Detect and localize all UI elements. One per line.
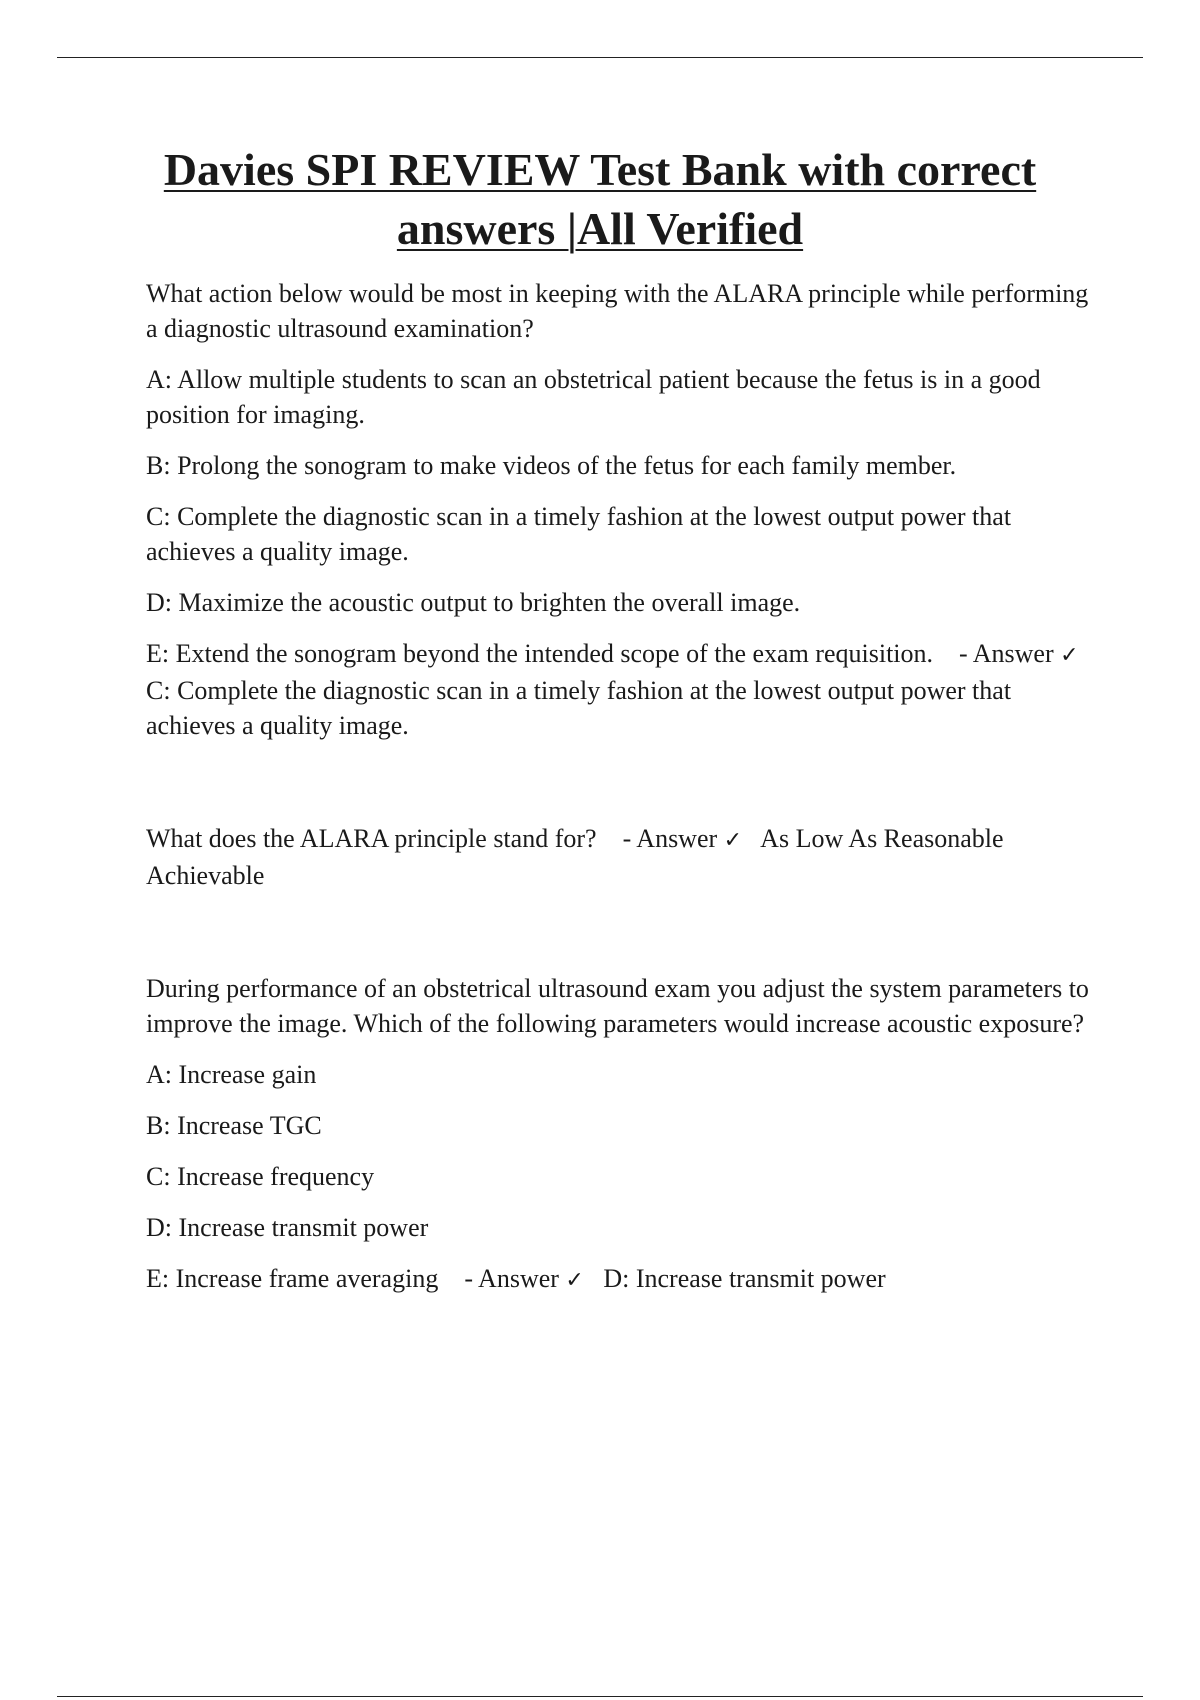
question-3-option-e: E: Increase frame averaging [146,1264,439,1293]
bottom-rule [57,1696,1143,1697]
question-3-option-a: A: Increase gain [146,1060,317,1089]
question-block-3 [146,971,1096,1298]
question-3-option-e-with-answer [146,1261,1096,1298]
title-line-2: answers |All Verified [396,203,804,254]
question-3-option-c: C: Increase frequency [146,1162,375,1191]
question-1-option-e: E: Extend the sonogram beyond the intended scope of the exam requisition. [146,639,934,668]
question-1-text: What action below would be most in keeping with the ALARA principle while performing a diagnostic ultrasound examination? [146,279,1089,343]
question-3-answer: D: Increase transmit power [603,1264,886,1293]
check-icon: ✓ [1060,643,1079,668]
top-rule [57,57,1143,58]
document-title [100,140,1100,258]
question-1-option-d: D: Maximize the acoustic output to brighten the overall image. [146,588,801,617]
question-3-option-d: D: Increase transmit power [146,1213,429,1242]
question-1-option-c: C: Complete the diagnostic scan in a timely fashion at the lowest output power that achieves a quality image. [146,502,1012,566]
question-1-option-b: B: Prolong the sonogram to make videos of the fetus for each family member. [146,451,957,480]
question-2-with-answer [146,821,1096,893]
question-1-answer-prefix: - Answer [959,639,1054,668]
title-line-1: Davies SPI REVIEW Test Bank with correct [163,144,1037,195]
document-body [146,276,1096,1314]
question-2-answer: As Low As Reasonable Achievable [146,824,1004,890]
question-block-1 [146,276,1096,743]
check-icon: ✓ [723,828,743,853]
question-1-answer: C: Complete the diagnostic scan in a timely fashion at the lowest output power that achieves a quality image. [146,676,1012,740]
spacer [146,759,1096,821]
question-3-answer-prefix: - Answer [464,1264,559,1293]
question-2-text: What does the ALARA principle stand for? [146,824,597,853]
question-2-answer-prefix: - Answer [622,824,718,853]
question-3-text: During performance of an obstetrical ultrasound exam you adjust the system parameters to improve the image. Which of the following parameters would increase acoustic exposure? [146,974,1089,1038]
question-3-option-b: B: Increase TGC [146,1111,322,1140]
question-block-2 [146,821,1096,893]
question-1-option-e-with-answer [146,636,1096,743]
question-1-option-a: A: Allow multiple students to scan an obstetrical patient because the fetus is in a good position for imaging. [146,365,1041,429]
spacer [146,909,1096,971]
check-icon: ✓ [565,1268,584,1293]
